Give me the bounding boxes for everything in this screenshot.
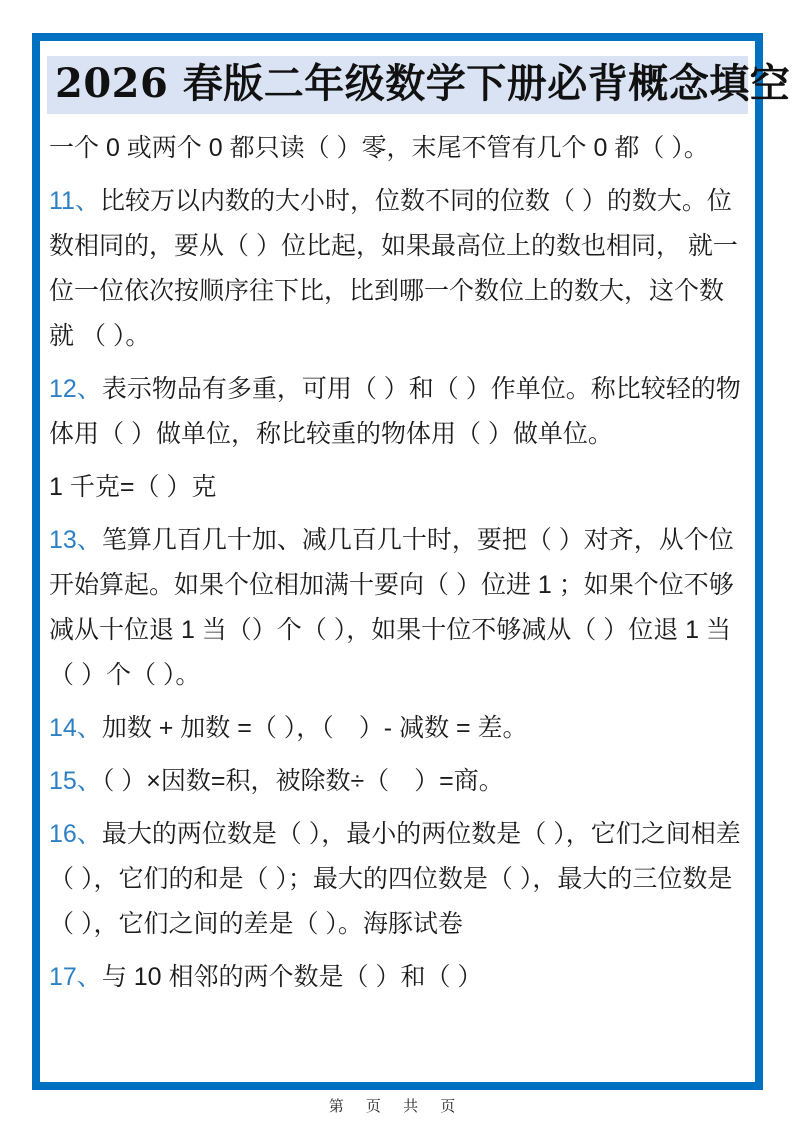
item-text: 一个 0 或两个 0 都只读（ ）零，末尾不管有几个 0 都（ ）。 [49,133,709,162]
document-border-frame [32,33,791,1090]
item-text: 比较万以内数的大小时，位数不同的位数（ ）的数大。位数相同的，要从（ ）位比起，如果最高位上的数也相同， 就一位一位依次按顺序往下比，比到哪一个数位上的数大，这个数就 （ ）。 [49,186,738,350]
item-text: 与 10 相邻的两个数是（ ）和（ ） [101,962,483,991]
item-number: 15、 [49,766,102,795]
intro-line [49,126,746,171]
page-footer: 第 页 共 页 [328,1098,465,1115]
document-content [40,41,791,1000]
worksheet-item-16 [49,812,746,947]
item-number: 12、 [49,374,102,403]
item-number: 16、 [49,819,102,848]
item-number: 11、 [49,186,100,215]
item-text: 笔算几百几十加、减几百几十时，要把（ ）对齐，从个位开始算起。如果个位相加满十要向（ ）位进 1 ；如果个位不够减从十位退 1 当（）个（ ），如果十位不够减从（ ）位退 1 当（ ）个（ ）。 [49,525,734,689]
worksheet-item-15 [49,759,746,804]
worksheet-item-14 [49,706,746,751]
item-text: （ ）×因数=积，被除数÷（ ）=商。 [101,766,504,795]
item-text: 表示物品有多重，可用（ ）和（ ）作单位。称比较轻的物体用（ ）做单位，称比较重的物体用（ ）做单位。 [49,374,741,448]
item-text: 1 千克=（ ）克 [49,472,217,501]
worksheet-item-13 [49,518,746,698]
unit-conversion-line [49,465,746,510]
item-number: 13、 [49,525,102,554]
page-title: 2026 春版二年级数学下册必背概念填空 [47,56,748,114]
item-text: 最大的两位数是（ ），最小的两位数是（ ），它们之间相差（ ），它们的和是（ ）；最大的四位数是（ ），最大的三位数是（ ），它们之间的差是（ ）。海豚试卷 [49,819,741,938]
item-number: 17、 [49,962,102,991]
item-text: 加数 + 加数 =（ ），（ ）- 减数 = 差。 [101,713,528,742]
item-number: 14、 [49,713,102,742]
worksheet-item-12 [49,367,746,457]
worksheet-item-11 [49,179,746,359]
worksheet-item-17 [49,955,746,1000]
